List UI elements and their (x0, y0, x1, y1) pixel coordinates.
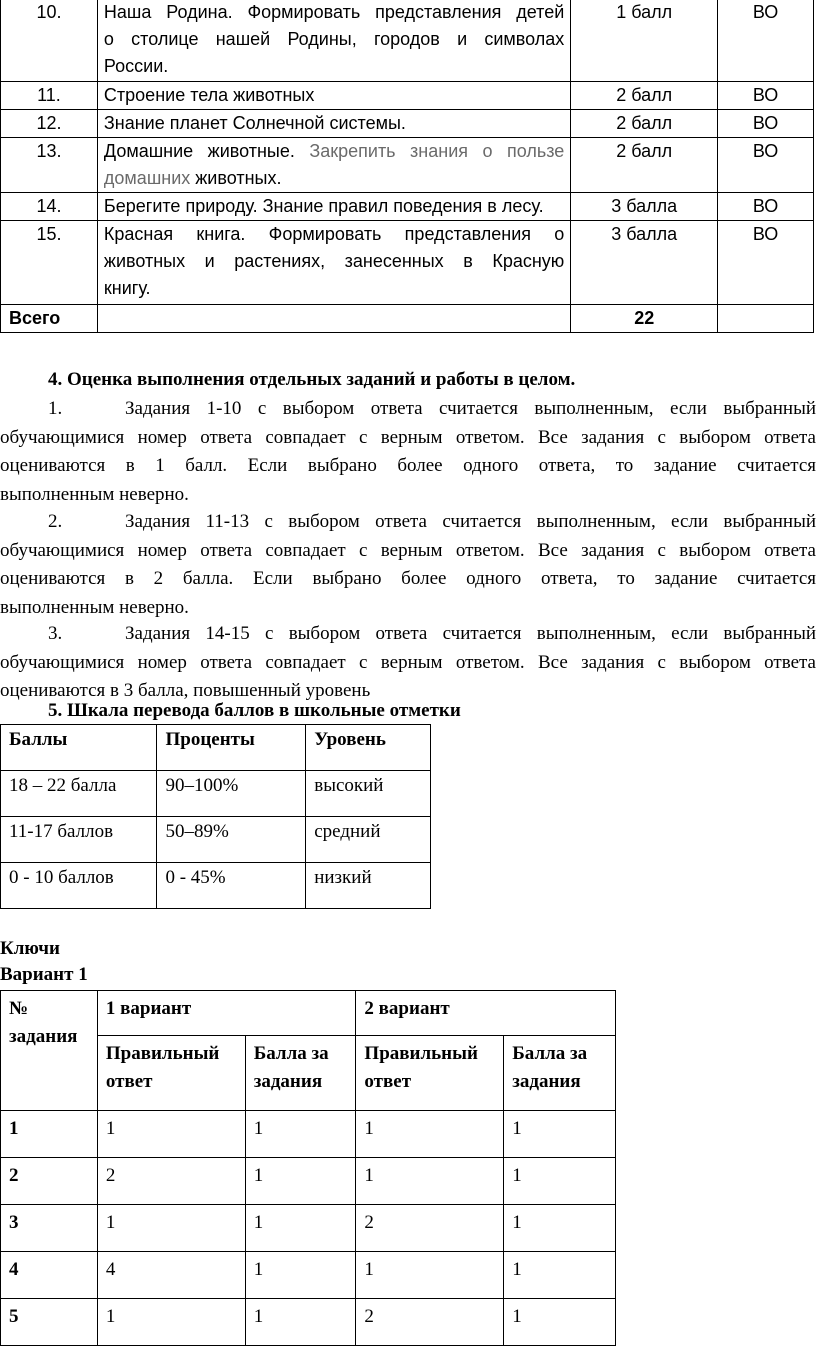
scale-cell: 0 - 45% (157, 863, 306, 909)
task-number: 14. (1, 193, 98, 221)
task-level: ВО (718, 0, 814, 82)
scale-cell: средний (306, 817, 431, 863)
scale-header (1, 725, 431, 771)
section4-title: 4. Оценка выполнения отдельных заданий и работы в целом. (48, 369, 576, 390)
header-variant-1: 1 вариант (97, 991, 356, 1036)
criteria-number: 1. (48, 398, 63, 419)
scale-cell: 18 – 22 балла (1, 771, 157, 817)
task-level: ВО (718, 138, 814, 193)
task-number: 13. (1, 138, 98, 193)
key-cell: 1 (1, 1111, 98, 1158)
criteria-item: 3. Задания 14-15 с выбором ответа считается выполненным, если выбранный обучающимися номер ответа совпадает с верным ответом. Все задания с выбором ответа оцениваются в 3 балла, повышенный уровень (0, 620, 816, 706)
scale-cell: 50–89% (157, 817, 306, 863)
key-cell: 1 (504, 1299, 616, 1346)
task-level: ВО (718, 193, 814, 221)
key-cell: 2 (356, 1299, 504, 1346)
header-variant-2: 2 вариант (356, 991, 616, 1036)
task-points: 3 балла (571, 221, 718, 305)
task-description: Берегите природу. Знание правил поведения в лесу. (97, 193, 570, 221)
task-level: ВО (718, 110, 814, 138)
key-row (1, 1205, 616, 1252)
criteria-item: 2. Задания 11-13 с выбором ответа считается выполненным, если выбранный обучающимися номер ответа совпадает с верным ответом. Все задания с выбором ответа оцениваются в 2 балла. Если выбрано более одного ответа, то задание считается выполненным неверно. (0, 508, 816, 622)
task-points: 2 балл (571, 82, 718, 110)
task-row (1, 0, 814, 82)
task-description: Наша Родина. Формировать представления детей о столице нашей Родины, городов и символах России. (97, 0, 570, 82)
criteria-number: 3. (48, 623, 63, 644)
task-points: 1 балл (571, 0, 718, 82)
grade-scale-table (0, 724, 431, 909)
task-row (1, 138, 814, 193)
key-cell: 1 (97, 1205, 245, 1252)
task-number: 15. (1, 221, 98, 305)
scale-cell: 11-17 баллов (1, 817, 157, 863)
task-number: 10. (1, 0, 98, 82)
sub-header-cell: Балла за задания (245, 1036, 356, 1111)
criteria-number: 2. (48, 511, 63, 532)
scale-header-cell: Уровень (306, 725, 431, 771)
variant-label: Вариант 1 (0, 964, 88, 985)
task-description: Домашние животные. Закрепить знания о пользе домашних животных. (97, 138, 570, 193)
key-cell: 1 (504, 1205, 616, 1252)
sub-header-cell: Правильный ответ (97, 1036, 245, 1111)
task-number: 12. (1, 110, 98, 138)
task-row (1, 82, 814, 110)
key-cell: 1 (504, 1111, 616, 1158)
key-cell: 2 (1, 1158, 98, 1205)
sub-header-cell: Балла за задания (504, 1036, 616, 1111)
key-row (1, 1158, 616, 1205)
task-description: Знание планет Солнечной системы. (97, 110, 570, 138)
scale-cell: низкий (306, 863, 431, 909)
task-row (1, 193, 814, 221)
key-cell: 5 (1, 1299, 98, 1346)
scale-cell: высокий (306, 771, 431, 817)
task-level: ВО (718, 82, 814, 110)
key-cell: 1 (356, 1252, 504, 1299)
key-cell: 4 (97, 1252, 245, 1299)
task-points: 2 балл (571, 138, 718, 193)
total-label: Всего (1, 305, 98, 333)
key-cell: 1 (245, 1158, 356, 1205)
scale-row (1, 771, 431, 817)
criteria-item: 1. Задания 1-10 с выбором ответа считается выполненным, если выбранный обучающимися номер ответа совпадает с верным ответом. Все задания с выбором ответа оцениваются в 1 балл. Если выбрано более одного ответа, то задание считается выполненным неверно. (0, 395, 816, 509)
sub-header-cell: Правильный ответ (356, 1036, 504, 1111)
section5-title: 5. Шкала перевода баллов в школьные отметки (48, 700, 461, 721)
key-row (1, 1111, 616, 1158)
task-level: ВО (718, 221, 814, 305)
key-cell: 1 (356, 1158, 504, 1205)
header-task-number: № задания (1, 991, 98, 1111)
scale-cell: 90–100% (157, 771, 306, 817)
key-cell: 1 (245, 1111, 356, 1158)
scale-header-cell: Проценты (157, 725, 306, 771)
key-cell: 1 (245, 1205, 356, 1252)
key-cell: 1 (97, 1299, 245, 1346)
key-cell: 1 (356, 1111, 504, 1158)
key-cell: 1 (245, 1299, 356, 1346)
key-cell: 1 (504, 1158, 616, 1205)
scale-row (1, 817, 431, 863)
key-cell: 2 (97, 1158, 245, 1205)
total-row (1, 305, 814, 333)
key-cell: 4 (1, 1252, 98, 1299)
scale-header-cell: Баллы (1, 725, 157, 771)
key-cell: 1 (97, 1111, 245, 1158)
answer-keys-table (0, 990, 616, 1346)
key-cell: 2 (356, 1205, 504, 1252)
task-points: 2 балл (571, 110, 718, 138)
scale-row (1, 863, 431, 909)
tasks-table (0, 0, 814, 333)
scale-cell: 0 - 10 баллов (1, 863, 157, 909)
task-row (1, 221, 814, 305)
task-number: 11. (1, 82, 98, 110)
task-points: 3 балла (571, 193, 718, 221)
key-cell: 1 (245, 1252, 356, 1299)
task-description: Красная книга. Формировать представления о животных и растениях, занесенных в Красную книгу. (97, 221, 570, 305)
key-cell: 3 (1, 1205, 98, 1252)
key-row (1, 1299, 616, 1346)
task-description: Строение тела животных (97, 82, 570, 110)
key-cell: 1 (504, 1252, 616, 1299)
key-row (1, 1252, 616, 1299)
total-value: 22 (571, 305, 718, 333)
task-row (1, 110, 814, 138)
keys-title: Ключи (0, 938, 60, 959)
